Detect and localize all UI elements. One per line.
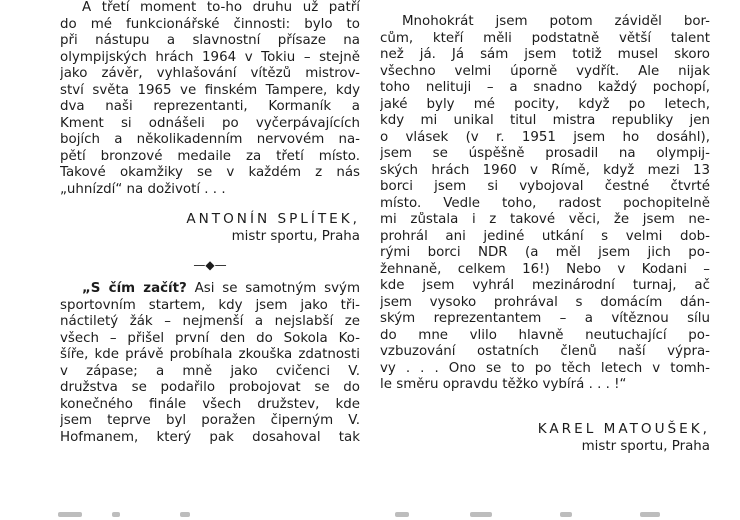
text-line: náctiletý žák – nejmenší a nejslabší ze: [60, 314, 360, 329]
text-line: kdy mi unikal titul mistra republiky jen: [380, 113, 710, 128]
text-line: cům, kteří měli podstatně větší talent: [380, 30, 710, 46]
page-bottom-edge: [0, 508, 740, 520]
text-line: jsem se úspěšně prosadil na olympij-: [380, 146, 710, 161]
scan-mark: [58, 512, 82, 517]
right-column: [380, 14, 710, 455]
text-line: [60, 281, 360, 298]
text-line: ství světa 1965 ve finském Tampere, kdy: [60, 82, 360, 98]
text-line: pětí bronzové medaile za třetí místo.: [60, 148, 360, 164]
author-signature-title: mistr sportu, Praha: [581, 438, 710, 454]
text-line: o vlásek (v r. 1951 jsem ho dosáhl),: [380, 129, 710, 145]
scan-mark: [395, 512, 409, 517]
paragraph-first-line-rest: Asi se samotným svým: [194, 281, 360, 296]
scan-mark: [470, 512, 492, 517]
text-line: do mne vlilo hlavně neutuchající po-: [380, 327, 710, 343]
text-line: Mnohokrát jsem potom záviděl bor-: [402, 14, 710, 29]
paragraph-envied-wrestlers: [380, 14, 710, 394]
text-line: žehnaně, celkem 16!) Nebo v Kodani –: [380, 261, 710, 277]
text-line: mi zůstala i z takové věci, že jsem ne-: [380, 212, 710, 227]
text-line: jaké byly mé pocity, když po letech,: [380, 96, 710, 112]
paragraph-tokyo-tampere: [60, 0, 360, 198]
text-line: ským reprezentantem – a vítěznou sílu: [380, 311, 710, 326]
text-line: vy . . . Ono se to po těch letech v tomh-: [380, 360, 710, 376]
text-line: olympijských hrách 1964 v Tokiu – stejně: [60, 49, 360, 65]
author-signature-name: KAREL MATOUŠEK,: [537, 420, 710, 437]
text-line: v zápase; a mně jako cvičenci V.: [60, 363, 360, 379]
text-line: borci jsem si vybojoval čestné čtvrté: [380, 179, 710, 194]
text-line: místo. Vedle toho, radost pochopitelně: [380, 195, 710, 211]
text-line: všechno velmi úporně vydřít. Ale nijak: [380, 63, 710, 79]
text-line: jsem teprve byl poražen čiperným V.: [60, 413, 360, 428]
text-line: při nástupu a slavnostní přísaze na: [60, 33, 360, 48]
paragraph-how-to-start: [60, 281, 360, 446]
text-line: vzbuzování ostatních členů naší výprа-: [380, 344, 710, 359]
text-line: šíře, kde právě probíhala zkouška zdatnosti: [60, 347, 360, 362]
text-line: do mé funkcionářské činnosti: bylo to: [60, 16, 360, 32]
text-line: konečného finále všech družstev, kde: [60, 396, 360, 412]
text-line: Kment si odnášeli po vyčerpávajících: [60, 115, 360, 131]
text-line: jako závěr, vyhlašování vítězů mistrov-: [60, 66, 360, 81]
left-column: [60, 0, 360, 446]
text-line: Takové okamžiky se v každém z nás: [60, 165, 360, 180]
text-line: všech – přišel první den do Sokola Ko-: [60, 330, 360, 346]
text-line: le směru opravdu těžko vybírá . . . !“: [380, 377, 627, 392]
scan-mark: [180, 512, 190, 517]
text-line: bojích a několikadenním nervovém na-: [60, 132, 360, 147]
scan-mark: [112, 512, 120, 517]
section-divider-ornament: —◆—: [193, 258, 227, 272]
author-signature-name: ANTONÍN SPLÍTEK,: [186, 211, 360, 227]
text-line: ských hrách 1960 v Římě, když mezi 13: [380, 162, 710, 178]
text-line: „uhnízdí“ na doživotí . . .: [60, 181, 226, 197]
text-line: než já. Já sám jsem totiž musel skoro: [380, 47, 710, 62]
author-signature-title: mistr sportu, Praha: [231, 229, 360, 244]
text-line: A třetí moment to-ho druhu už patří: [82, 0, 360, 15]
text-line: Hofmanem, který pak dosahoval tak: [60, 429, 360, 445]
text-line: toho nelituji – a snadno každý pochopí,: [380, 80, 710, 95]
text-line: rými borci NDR (a měl jsem jich po-: [380, 245, 710, 260]
text-line: dva naši reprezentanti, Kormaník a: [60, 99, 360, 114]
text-line: jsem vysoko prohrával s domácím dán-: [380, 294, 710, 310]
text-line: družstva se podařilo probojovat se do: [60, 380, 360, 395]
paragraph-lead-in: „S čím začít?: [82, 281, 187, 296]
text-line: sportovním startem, kdy jsem jako tři-: [60, 297, 360, 313]
text-line: prohrál ani jediné utkání s velmi dob-: [380, 228, 710, 244]
text-line: kde jsem vyhrál mezinárodní turnaj, ač: [380, 278, 710, 293]
scan-mark: [640, 512, 660, 517]
scan-mark: [560, 512, 572, 517]
